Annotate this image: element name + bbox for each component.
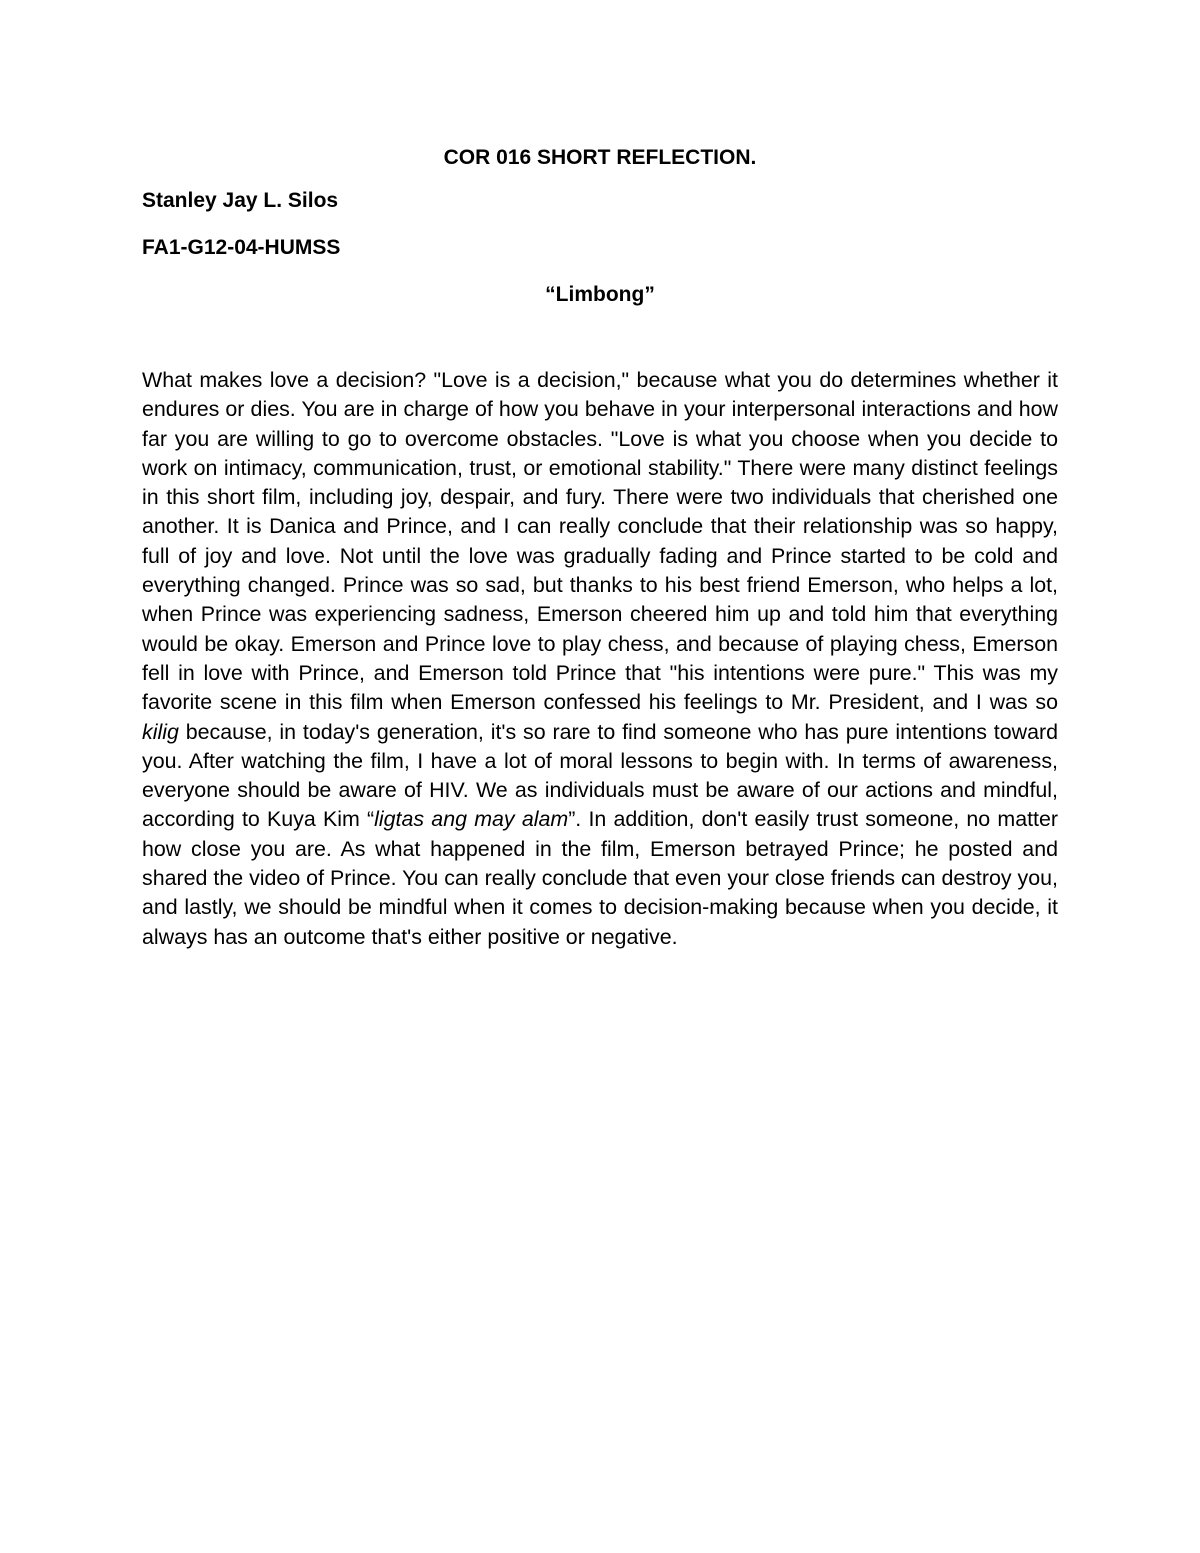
italic-quote-ligtas: ligtas ang may alam <box>374 807 569 832</box>
section-code: FA1-G12-04-HUMSS <box>142 236 341 259</box>
reflection-text-part-1: What makes love a decision? "Love is a decision," because what you do determines whether it endures or dies. You are in charge of how you behave in your interpersonal interactions and how far you are willing to go to overcome obstacles. "Love is what you choose when you decide to work on intimacy, communication, trust, or emotional stability." There were many distinct feelings in this short film, including joy, despair, and fury. There were two individuals that cherished one another. It is Danica and Prince, and I can really conclude that their relationship was so happy, full of joy and love. Not until the love was gradually fading and Prince started to be cold and everything changed. Prince was so sad, but thanks to his best friend Emerson, who helps a lot, when Prince was experiencing sadness, Emerson cheered him up and told him that everything would be okay. Emerson and Prince love to play chess, and because of playing chess, Emerson fell in love with Prince, and Emerson told Prince that "his intentions were pure." This was my favorite scene in this film when Emerson confessed his feelings to Mr. President, and I was so <box>142 368 1058 715</box>
reflection-text-part-2: because, in today's generation, it's so rare to find someone who has pure intentions toward you. After watching the film, I have a lot of moral lessons to begin with. In terms of awareness, everyone should be aware of HIV. We as individuals must be aware of our actions and mindful, according to Kuya Kim “ <box>142 719 1058 832</box>
reflection-text-part-3: ”. In addition, don't easily trust someone, no matter how close you are. As what happened in the film, Emerson betrayed Prince; he posted and shared the video of Prince. You can really conclude that even your close friends can destroy you, and lastly, we should be mindful when it comes to decision-making because when you decide, it always has an outcome that's either positive or negative. <box>142 807 1059 949</box>
italic-term-kilig: kilig <box>142 719 179 744</box>
student-name: Stanley Jay L. Silos <box>142 189 339 212</box>
reflection-paragraph <box>142 366 1058 952</box>
film-title: “Limbong” <box>545 283 655 306</box>
course-title: COR 016 SHORT REFLECTION. <box>443 146 757 169</box>
